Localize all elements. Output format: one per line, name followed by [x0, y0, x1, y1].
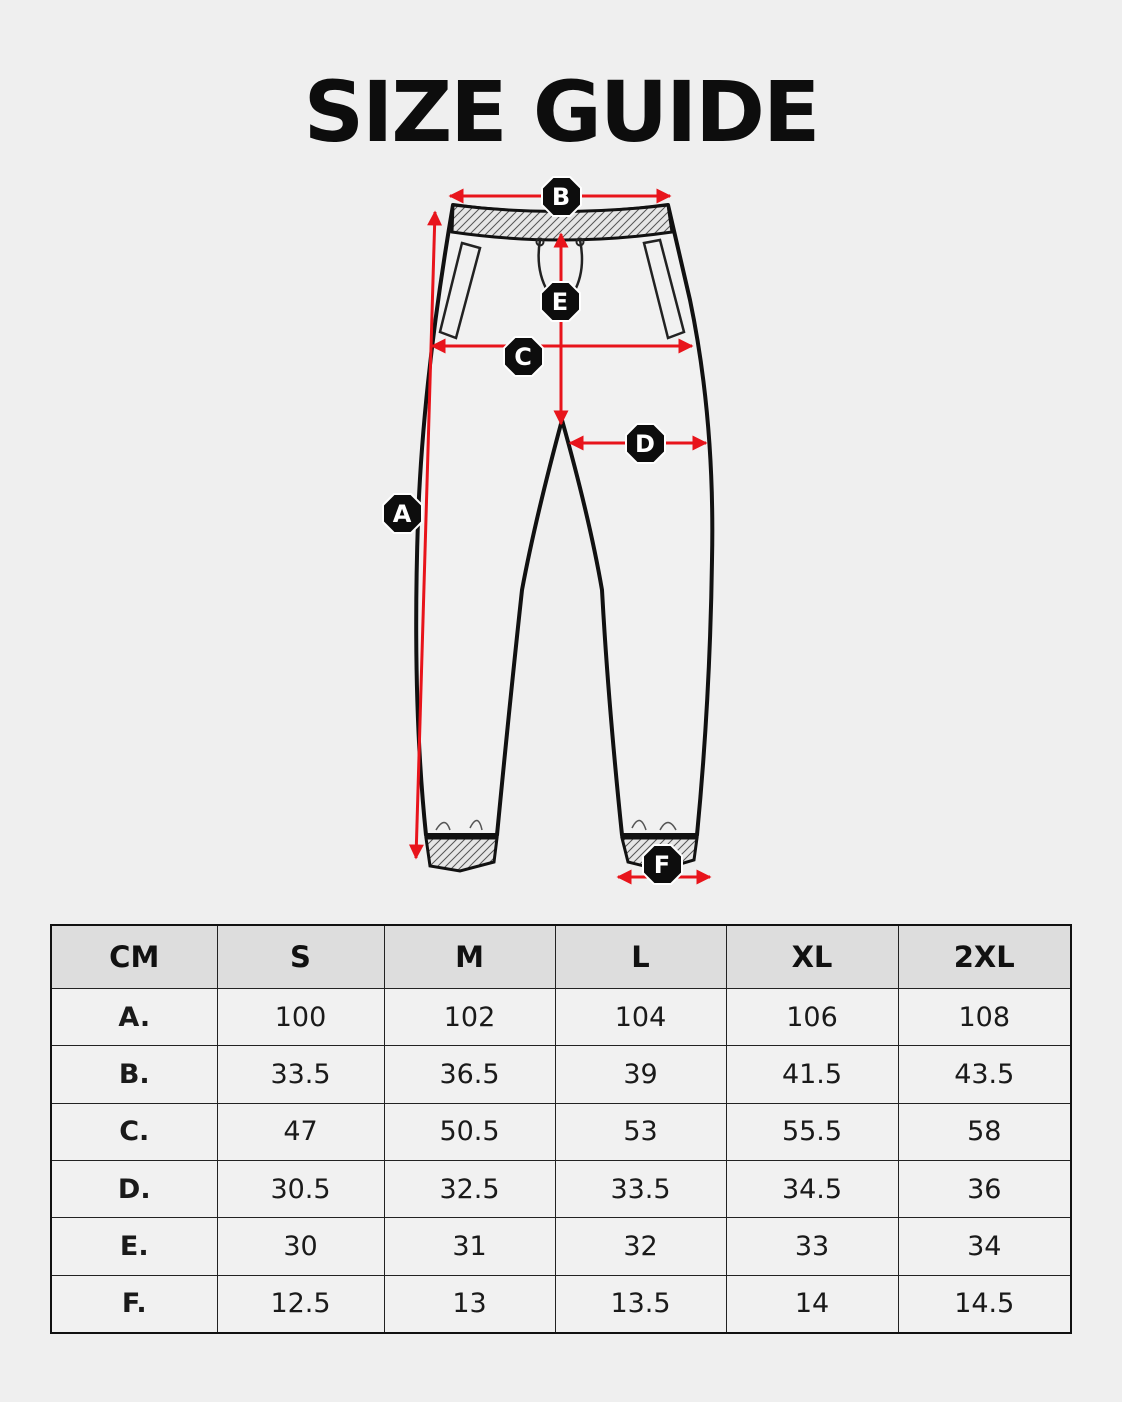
marker-f: [643, 845, 682, 884]
table-cell: 106: [726, 989, 898, 1046]
table-cell: 34.5: [726, 1160, 898, 1217]
header-size-xl: XL: [726, 925, 898, 989]
table-header-row: [51, 925, 1071, 989]
header-size-s: S: [217, 925, 384, 989]
marker-e-label: E: [551, 288, 569, 316]
table-cell: 108: [898, 989, 1071, 1046]
table-cell: 50.5: [384, 1103, 555, 1160]
marker-e: [541, 282, 580, 321]
header-size-m: M: [384, 925, 555, 989]
table-cell: 41.5: [726, 1046, 898, 1103]
table-cell: 58: [898, 1103, 1071, 1160]
table-cell: 104: [555, 989, 726, 1046]
table-cell: 33.5: [217, 1046, 384, 1103]
header-size-l: L: [555, 925, 726, 989]
table-row: [51, 1160, 1071, 1217]
table-row: [51, 1046, 1071, 1103]
table-cell: 53: [555, 1103, 726, 1160]
table-cell: 55.5: [726, 1103, 898, 1160]
marker-d-label: D: [635, 430, 655, 458]
left-cuff: [426, 838, 497, 871]
table-row: [51, 989, 1071, 1046]
marker-c-label: C: [514, 343, 532, 371]
row-label: F.: [51, 1275, 217, 1333]
table-row: [51, 1275, 1071, 1333]
table-cell: 13.5: [555, 1275, 726, 1333]
row-label: A.: [51, 989, 217, 1046]
table-cell: 14.5: [898, 1275, 1071, 1333]
table-cell: 14: [726, 1275, 898, 1333]
table-cell: 32.5: [384, 1160, 555, 1217]
table-cell: 43.5: [898, 1046, 1071, 1103]
marker-a: [383, 494, 422, 533]
table-cell: 12.5: [217, 1275, 384, 1333]
table-cell: 31: [384, 1218, 555, 1275]
size-table: [50, 924, 1072, 1334]
row-label: D.: [51, 1160, 217, 1217]
row-label: C.: [51, 1103, 217, 1160]
table-cell: 36.5: [384, 1046, 555, 1103]
marker-f-label: F: [653, 851, 671, 879]
marker-a-label: A: [392, 500, 412, 528]
table-cell: 33: [726, 1218, 898, 1275]
marker-b-label: B: [551, 183, 571, 211]
marker-b: [542, 177, 581, 216]
table-cell: 47: [217, 1103, 384, 1160]
table-cell: 32: [555, 1218, 726, 1275]
page-title: SIZE GUIDE: [303, 63, 819, 161]
table-cell: 36: [898, 1160, 1071, 1217]
table-row: [51, 1218, 1071, 1275]
table-cell: 13: [384, 1275, 555, 1333]
table-cell: 100: [217, 989, 384, 1046]
table-cell: 39: [555, 1046, 726, 1103]
table-cell: 34: [898, 1218, 1071, 1275]
header-unit: CM: [51, 925, 217, 989]
table-row: [51, 1103, 1071, 1160]
row-label: E.: [51, 1218, 217, 1275]
header-size-2xl: 2XL: [898, 925, 1071, 989]
marker-c: [504, 337, 543, 376]
row-label: B.: [51, 1046, 217, 1103]
marker-d: [626, 424, 665, 463]
table-cell: 102: [384, 989, 555, 1046]
table-cell: 30.5: [217, 1160, 384, 1217]
table-cell: 33.5: [555, 1160, 726, 1217]
table-cell: 30: [217, 1218, 384, 1275]
